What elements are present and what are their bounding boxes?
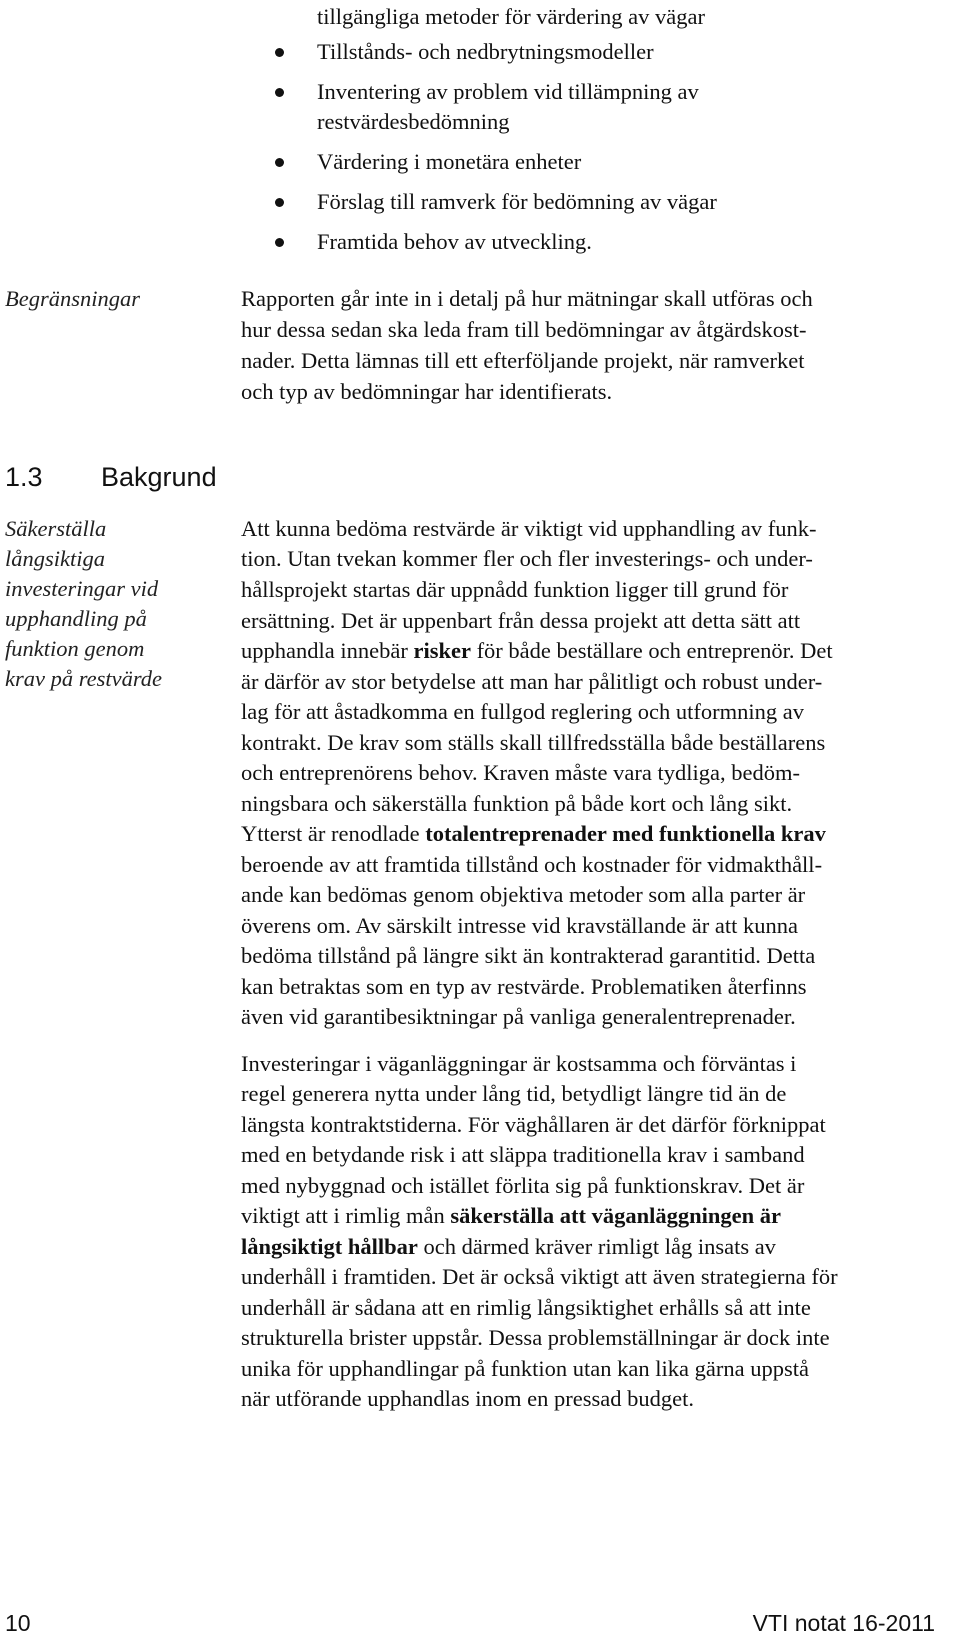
text-run: och därmed kräver rimligt låg insats av bbox=[417, 1234, 776, 1259]
paragraph-line: strukturella brister uppstår. Dessa problemställningar är dock inte bbox=[241, 1325, 830, 1350]
bullet-dot-icon bbox=[275, 238, 284, 247]
paragraph-line: även vid garantibesiktningar på vanliga generalentreprenader. bbox=[241, 1004, 796, 1029]
paragraph-line: med en betydande risk i att släppa traditionella krav i samband bbox=[241, 1142, 805, 1167]
paragraph-line: beroende av att framtida tillstånd och kostnader för vidmakthåll- bbox=[241, 852, 823, 877]
page-number: 10 bbox=[5, 1610, 31, 1636]
paragraph-line: ningsbara och säkerställa funktion på både kort och lång sikt. bbox=[241, 791, 793, 816]
paragraph-line: är därför av stor betydelse att man har pålitligt och robust under- bbox=[241, 669, 823, 694]
paragraph-line: och entreprenörens behov. Kraven måste vara tydliga, bedöm- bbox=[241, 760, 800, 785]
paragraph-line: underhåll är sådana att en rimlig långsiktighet erhålls så att inte bbox=[241, 1295, 811, 1320]
text-run: för både beställare och entreprenör. Det bbox=[470, 638, 833, 663]
paragraph-line: lag för att åstadkomma en fullgod reglering och utformning av bbox=[241, 699, 804, 724]
paragraph-line: hur dessa sedan ska leda fram till bedömningar av åtgärdskost- bbox=[241, 317, 807, 342]
bullet-dot-icon bbox=[275, 198, 284, 207]
bullet-item: Värdering i monetära enheter bbox=[317, 149, 582, 174]
text-run: Ytterst är renodlade bbox=[241, 821, 426, 846]
publication-label: VTI notat 16-2011 bbox=[752, 1610, 935, 1636]
bullet-dot-icon bbox=[275, 88, 284, 97]
paragraph-line: tion. Utan tvekan kommer fler och fler investerings- och under- bbox=[241, 546, 813, 571]
text-run: viktigt att i rimlig mån bbox=[241, 1203, 451, 1228]
text-run: upphandla innebär bbox=[241, 638, 414, 663]
paragraph-line: underhåll i framtiden. Det är också viktigt att även strategierna för bbox=[241, 1264, 838, 1289]
section-number: 1.3 bbox=[5, 462, 43, 492]
paragraph-line: nader. Detta lämnas till ett efterföljande projekt, när ramverket bbox=[241, 348, 805, 373]
bullet-item: Inventering av problem vid tillämpning av bbox=[317, 79, 699, 104]
side-note-line: investeringar vid bbox=[5, 576, 159, 601]
paragraph-line bbox=[241, 636, 833, 667]
bold-run: risker bbox=[413, 638, 471, 663]
paragraph-line bbox=[241, 819, 826, 850]
paragraph-line: Rapporten går inte in i detalj på hur mätningar skall utföras och bbox=[241, 286, 813, 311]
paragraph-line: bedöma tillstånd på längre sikt än kontrakterad garantitid. Detta bbox=[241, 943, 816, 968]
bullet-dot-icon bbox=[275, 158, 284, 167]
paragraph-line: hållsprojekt startas där uppnådd funktion ligger till grund för bbox=[241, 577, 789, 602]
limitations-label: Begränsningar bbox=[5, 286, 140, 311]
side-note-line: långsiktiga bbox=[5, 546, 105, 571]
paragraph-line: kontrakt. De krav som ställs skall tillfredsställa både beställarens bbox=[241, 730, 826, 755]
paragraph-line: längsta kontraktstiderna. För väghållaren är det därför förknippat bbox=[241, 1112, 826, 1137]
bullet-item-continuation: restvärdesbedömning bbox=[317, 109, 510, 134]
paragraph-line: överens om. Av särskilt intresse vid kravställande är att kunna bbox=[241, 913, 798, 938]
paragraph-line bbox=[241, 1232, 776, 1263]
paragraph-line bbox=[241, 1201, 781, 1232]
paragraph-line: regel generera nytta under lång tid, betydligt längre tid än de bbox=[241, 1081, 787, 1106]
section-heading bbox=[5, 462, 217, 493]
bullet-item: Förslag till ramverk för bedömning av vägar bbox=[317, 189, 717, 214]
bold-run: långsiktigt hållbar bbox=[241, 1234, 418, 1259]
side-note-line: upphandling på bbox=[5, 606, 147, 631]
intro-line: tillgängliga metoder för värdering av vägar bbox=[317, 4, 705, 29]
side-note-line: krav på restvärde bbox=[5, 666, 163, 691]
bullet-item: Tillstånds- och nedbrytningsmodeller bbox=[317, 39, 654, 64]
side-note-line: Säkerställa bbox=[5, 516, 107, 541]
paragraph-line: när utförande upphandlas inom en pressad budget. bbox=[241, 1386, 694, 1411]
paragraph-line: och typ av bedömningar har identifierats. bbox=[241, 379, 613, 404]
paragraph-line: Investeringar i väganläggningar är kostsamma och förväntas i bbox=[241, 1051, 797, 1076]
paragraph-line: ande kan bedömas genom objektiva metoder som alla parter är bbox=[241, 882, 806, 907]
section-title: Bakgrund bbox=[101, 462, 217, 492]
paragraph-line: unika för upphandlingar på funktion utan kan lika gärna uppstå bbox=[241, 1356, 809, 1381]
paragraph-line: kan betraktas som en typ av restvärde. Problematiken återfinns bbox=[241, 974, 807, 999]
paragraph-line: med nybyggnad och istället förlita sig på funktionskrav. Det är bbox=[241, 1173, 805, 1198]
bold-run: säkerställa att väganläggningen är bbox=[450, 1203, 781, 1228]
side-note-line: funktion genom bbox=[5, 636, 145, 661]
bold-run: totalentreprenader med funktionella krav bbox=[425, 821, 826, 846]
bullet-dot-icon bbox=[275, 48, 284, 57]
paragraph-line: ersättning. Det är uppenbart från dessa projekt att detta sätt att bbox=[241, 608, 801, 633]
paragraph-line: Att kunna bedöma restvärde är viktigt vid upphandling av funk- bbox=[241, 516, 817, 541]
bullet-item: Framtida behov av utveckling. bbox=[317, 229, 592, 254]
